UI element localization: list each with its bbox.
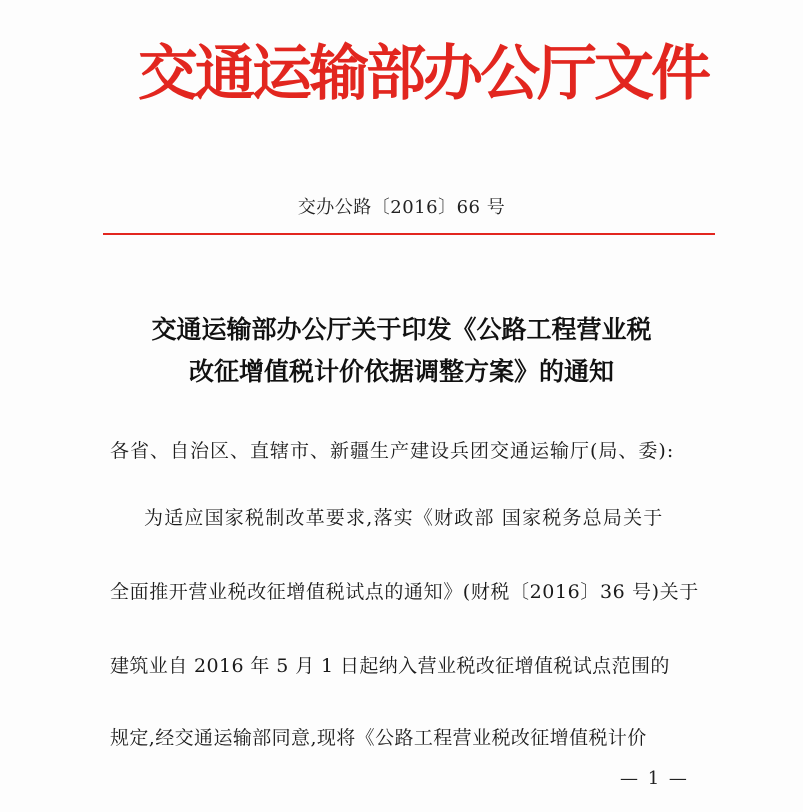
body-line-2: 全面推开营业税改征增值税试点的通知》(财税〔2016〕36 号)关于: [110, 581, 699, 603]
page-number: — 1 —: [620, 768, 689, 789]
body-line-1: 为适应国家税制改革要求,落实《财政部 国家税务总局关于: [144, 507, 664, 529]
document-number: 交办公路〔2016〕66 号: [297, 197, 506, 218]
red-divider-line: [103, 233, 715, 235]
body-line-3: 建筑业自 2016 年 5 月 1 日起纳入营业税改征增值税试点范围的: [110, 655, 670, 677]
notice-title-line-2: 改征增值税计价依据调整方案》的通知: [188, 357, 614, 386]
notice-title-line-1: 交通运输部办公厅关于印发《公路工程营业税: [151, 315, 652, 344]
document-header: 交通运输部办公厅文件: [138, 39, 708, 109]
salutation: 各省、自治区、直辖市、新疆生产建设兵团交通运输厅(局、委):: [110, 440, 675, 462]
body-line-4: 规定,经交通运输部同意,现将《公路工程营业税改征增值税计价: [110, 727, 647, 749]
